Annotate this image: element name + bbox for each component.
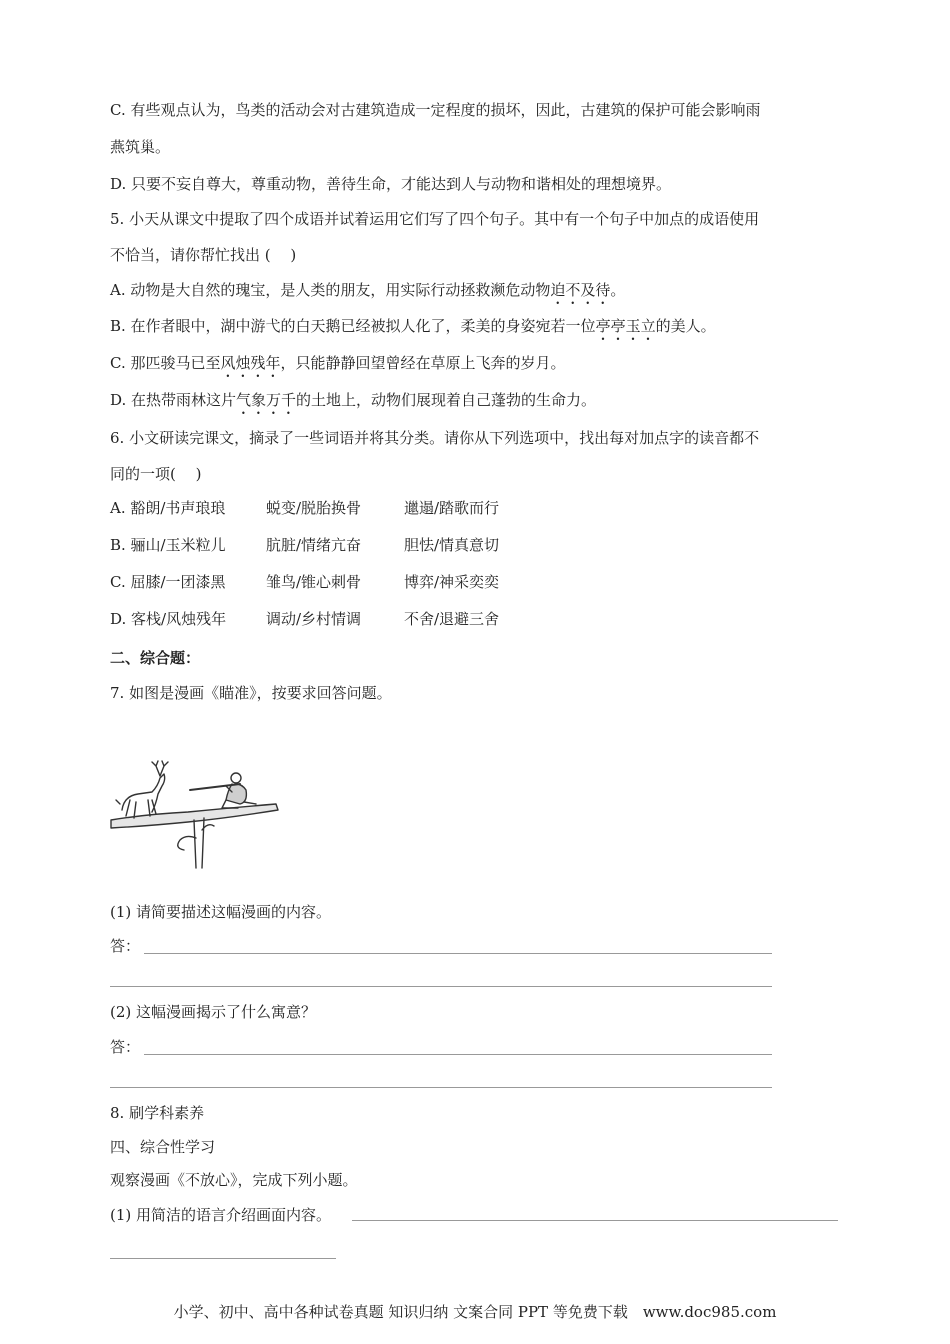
q6-row-c-group3: 博弈/神采奕奕 — [404, 573, 500, 591]
q7-sub1: (1) 请简要描述这幅漫画的内容。 — [110, 903, 332, 921]
q6-row-b-group3: 胆怯/情真意切 — [404, 536, 500, 554]
q7-sub2: (2) 这幅漫画揭示了什么寓意？ — [110, 1003, 317, 1021]
page-footer: 小学、初中、高中各种试卷真题 知识归纳 文案合同 PPT 等免费下载 www.doc985.com — [173, 1303, 777, 1321]
q6-stem-line2: 同的一项( ) — [110, 465, 202, 483]
q6-row-d-group3: 不舍/退避三舍 — [404, 610, 500, 628]
q6-row-c-group1: C. 屈膝/一团漆黑 — [110, 573, 226, 591]
section-2-title: 二、综合题： — [110, 649, 201, 667]
q5-stem-line1: 5. 小天从课文中提取了四个成语并试着运用它们写了四个句子。其中有一个句子中加点的成语使用 — [110, 210, 760, 228]
q5-option-c: C. 那匹骏马已至风烛残年，只能静静回望曾经在草原上飞奔的岁月。 — [110, 354, 566, 372]
q5-a-idiom: 迫不及待 — [550, 281, 611, 299]
q7-answer2-line1[interactable] — [144, 1054, 772, 1055]
q6-row-c-group2: 雏鸟/锥心刺骨 — [266, 573, 362, 591]
q5-b-idiom: 亭亭玉立 — [595, 317, 656, 335]
q7-answer2-line2[interactable] — [110, 1087, 772, 1088]
q8-section: 四、综合性学习 — [110, 1138, 216, 1156]
q8-answer-line2[interactable] — [110, 1258, 336, 1259]
q6-row-b-group2: 肮脏/情绪亢奋 — [266, 536, 362, 554]
q6-row-a-group1: A. 豁朗/书声琅琅 — [110, 499, 226, 517]
q5-c-idiom: 风烛残年 — [220, 354, 281, 372]
q5-option-b: B. 在作者眼中，湖中游弋的白天鹅已经被拟人化了，柔美的身姿宛若一位亭亭玉立的美人。 — [110, 317, 716, 335]
q8-instruction: 观察漫画《不放心》，完成下列小题。 — [110, 1171, 358, 1189]
q7-answer1-label: 答： — [110, 937, 141, 955]
q6-stem-line1: 6. 小文研读完课文，摘录了一些词语并将其分类。请你从下列选项中，找出每对加点字的读音都不 — [110, 429, 760, 447]
q5-stem-line2: 不恰当，请你帮忙找出 ( ) — [110, 246, 297, 264]
q4-option-c-line2: 燕筑巢。 — [110, 138, 171, 156]
q6-row-b-group1: B. 骊山/玉米粒儿 — [110, 536, 226, 554]
q5-option-d: D. 在热带雨林这片气象万千的土地上，动物们展现着自己蓬勃的生命力。 — [110, 391, 597, 409]
q6-row-d-group1: D. 客栈/风烛残年 — [110, 610, 227, 628]
q4-option-c-line1: C. 有些观点认为，鸟类的活动会对古建筑造成一定程度的损坏，因此，古建筑的保护可能会影响雨 — [110, 101, 761, 119]
q4-option-d: D. 只要不妄自尊大，尊重动物，善待生命，才能达到人与动物和谐相处的理想境界。 — [110, 175, 672, 193]
q7-answer1-line2[interactable] — [110, 986, 772, 987]
q7-stem: 7. 如图是漫画《瞄准》，按要求回答问题。 — [110, 684, 392, 702]
q5-option-a: A. 动物是大自然的瑰宝，是人类的朋友，用实际行动拯救濒危动物迫不及待。 — [110, 281, 626, 299]
q6-row-a-group2: 蜕变/脱胎换骨 — [266, 499, 362, 517]
q8-answer-line1[interactable] — [352, 1220, 838, 1221]
q6-row-d-group2: 调动/乡村情调 — [266, 610, 362, 628]
q5-d-idiom: 气象万千 — [236, 391, 297, 409]
cartoon-aiming-illustration — [108, 760, 280, 872]
q8-sub1: (1) 用简洁的语言介绍画面内容。 — [110, 1206, 332, 1224]
q8-title: 8. 刷学科素养 — [110, 1104, 205, 1122]
q6-row-a-group3: 邋遢/踏歌而行 — [404, 499, 500, 517]
q7-answer1-line1[interactable] — [144, 953, 772, 954]
q7-answer2-label: 答： — [110, 1038, 141, 1056]
